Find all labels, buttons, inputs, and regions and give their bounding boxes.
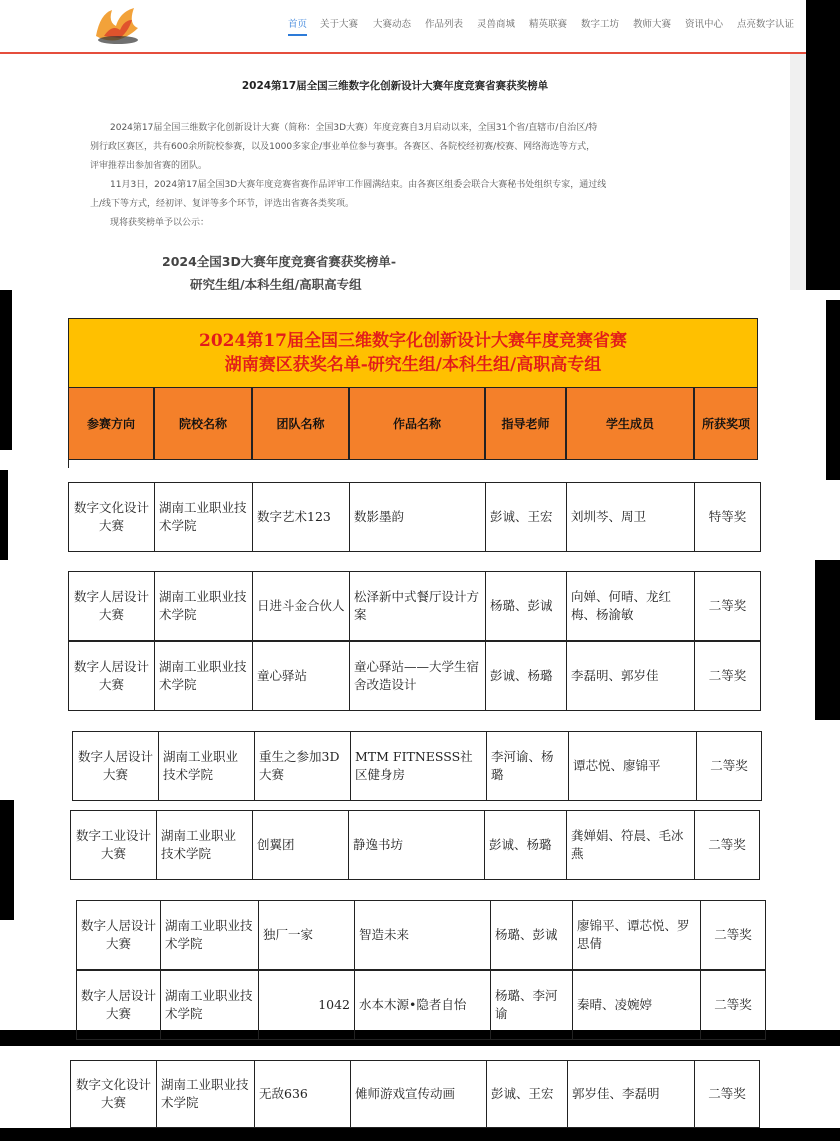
cell-advisor: 彭诚、王宏 xyxy=(485,482,566,552)
paragraph-2-line-2: 上/线下等方式，经初评、复评等多个环节，评选出省赛各类奖项。 xyxy=(90,199,355,209)
cell-students: 郭岁佳、李磊明 xyxy=(567,1060,694,1128)
cell-award: 特等奖 xyxy=(694,482,761,552)
cell-direction: 数字人居设计大赛 xyxy=(72,731,158,801)
splice-gap xyxy=(0,800,14,920)
page-gutter xyxy=(806,0,840,290)
nav-home[interactable]: 首页 xyxy=(288,16,307,36)
cell-students: 龚婵娟、符晨、毛冰燕 xyxy=(566,810,694,880)
cell-advisor: 彭诚、杨璐 xyxy=(484,810,566,880)
cell-team: 日进斗金合伙人 xyxy=(252,571,349,641)
table-row xyxy=(76,970,766,1040)
paragraph-1-line-2: 别行政区赛区，共有600余所院校参赛，以及1000多家企/事业单位参与赛事。各赛区、各院校经初赛/校赛、网络海选等方式， xyxy=(90,142,596,152)
cell-work: 水本木源•隐者自怡 xyxy=(354,970,490,1040)
cell-award: 二等奖 xyxy=(694,810,760,880)
cell-school: 湖南工业职业技术学院 xyxy=(160,970,258,1040)
table-title-line-1: 2024第17届全国三维数字化创新设计大赛年度竞赛省赛 xyxy=(199,331,627,351)
nav-cert[interactable]: 点亮数字认证 xyxy=(737,19,795,30)
cell-work: 童心驿站——大学生宿舍改造设计 xyxy=(349,641,485,711)
cell-students: 李磊明、郭岁佳 xyxy=(566,641,694,711)
table-row xyxy=(70,1060,760,1128)
cell-award: 二等奖 xyxy=(700,970,766,1040)
subheading-2: 研究生组/本科生组/高职高专组 xyxy=(190,277,362,290)
cell-team: 无敌636 xyxy=(254,1060,350,1128)
table-row xyxy=(68,641,761,711)
paragraph-1-line-3: 评审推荐出参加省赛的团队。 xyxy=(90,161,208,171)
nav-teacher[interactable]: 教师大赛 xyxy=(633,19,672,30)
cell-advisor: 杨璐、李河谕 xyxy=(490,970,572,1040)
table-row xyxy=(70,810,760,880)
cell-award: 二等奖 xyxy=(694,1060,760,1128)
cell-team: 数字艺术123 xyxy=(252,482,349,552)
cell-direction: 数字文化设计大赛 xyxy=(68,482,154,552)
cell-students: 谭芯悦、廖锦平 xyxy=(568,731,696,801)
cell-work: 智造未来 xyxy=(354,900,490,970)
cell-students: 刘圳芩、周卫 xyxy=(566,482,694,552)
cell-team: 1042 xyxy=(258,970,354,1040)
header-advisor: 指导老师 xyxy=(485,388,566,460)
cell-advisor: 彭诚、杨璐 xyxy=(485,641,566,711)
cell-advisor: 李河谕、杨璐 xyxy=(486,731,568,801)
cell-school: 湖南工业职业技术学院 xyxy=(156,1060,254,1128)
header-students: 学生成员 xyxy=(566,388,694,460)
paragraph-2-line-1: 11月3日，2024第17届全国3D大赛年度竞赛省赛作品评审工作圆满结束。由各赛区组委会联合大赛秘书处组织专家，通过线 xyxy=(110,180,607,190)
cell-school: 湖南工业职业技术学院 xyxy=(154,482,252,552)
cell-direction: 数字工业设计大赛 xyxy=(70,810,156,880)
table-row xyxy=(72,731,762,801)
table-row xyxy=(76,900,766,970)
splice-gap xyxy=(815,560,840,720)
splice-gap xyxy=(0,290,12,450)
cell-award: 二等奖 xyxy=(700,900,766,970)
cell-school: 湖南工业职业技术学院 xyxy=(156,810,252,880)
cell-team: 创翼团 xyxy=(252,810,348,880)
grid-stub xyxy=(68,460,69,468)
nav-shop[interactable]: 灵兽商城 xyxy=(477,19,516,30)
subheading-1: 2024全国3D大赛年度竞赛省赛获奖榜单- xyxy=(162,254,397,269)
cell-work: 松泽新中式餐厅设计方案 xyxy=(349,571,485,641)
cell-school: 湖南工业职业技术学院 xyxy=(160,900,258,970)
header-school: 院校名称 xyxy=(154,388,252,460)
header-direction: 参赛方向 xyxy=(68,388,154,460)
cell-direction: 数字人居设计大赛 xyxy=(68,571,154,641)
cell-work: 数影墨韵 xyxy=(349,482,485,552)
cell-work: 静逸书坊 xyxy=(348,810,484,880)
cell-advisor: 杨璐、彭诚 xyxy=(490,900,572,970)
cell-direction: 数字人居设计大赛 xyxy=(68,641,154,711)
cell-team: 重生之参加3D大赛 xyxy=(254,731,350,801)
article-title: 2024第17届全国三维数字化创新设计大赛年度竞赛省赛获奖榜单 xyxy=(241,80,549,92)
cell-students: 廖锦平、谭芯悦、罗思倩 xyxy=(572,900,700,970)
table-row xyxy=(68,482,761,552)
header-award: 所获奖项 xyxy=(694,388,758,460)
cell-advisor: 杨璐、彭诚 xyxy=(485,571,566,641)
cell-team: 独厂一家 xyxy=(258,900,354,970)
cell-work: 傩师游戏宣传动画 xyxy=(350,1060,486,1128)
nav-about[interactable]: 关于大赛 xyxy=(320,19,359,30)
cell-students: 向婵、何晴、龙红梅、杨渝敏 xyxy=(566,571,694,641)
table-title-line-2: 湖南赛区获奖名单-研究生组/本科生组/高职高专组 xyxy=(224,355,602,375)
article xyxy=(0,54,790,290)
cell-award: 二等奖 xyxy=(696,731,762,801)
cell-school: 湖南工业职业技术学院 xyxy=(154,641,252,711)
cell-award: 二等奖 xyxy=(694,641,761,711)
cell-school: 湖南工业职业技术学院 xyxy=(154,571,252,641)
nav-news[interactable]: 大赛动态 xyxy=(373,19,412,30)
cell-direction: 数字文化设计大赛 xyxy=(70,1060,156,1128)
header-team: 团队名称 xyxy=(252,388,349,460)
splice-gap xyxy=(0,470,8,560)
table-title xyxy=(68,318,758,388)
paragraph-3: 现将获奖榜单予以公示： xyxy=(110,218,210,228)
table-row xyxy=(68,571,761,641)
web-page xyxy=(0,0,806,290)
cell-advisor: 彭诚、王宏 xyxy=(486,1060,567,1128)
site-logo[interactable] xyxy=(90,6,146,46)
cell-team: 童心驿站 xyxy=(252,641,349,711)
cell-award: 二等奖 xyxy=(694,571,761,641)
cell-direction: 数字人居设计大赛 xyxy=(76,970,160,1040)
nav-workshop[interactable]: 数字工坊 xyxy=(581,19,620,30)
cell-school: 湖南工业职业技术学院 xyxy=(158,731,254,801)
nav-league[interactable]: 精英联赛 xyxy=(529,19,568,30)
splice-gap xyxy=(826,300,840,480)
splice-gap xyxy=(0,1128,840,1141)
top-navbar xyxy=(0,0,806,54)
header-work: 作品名称 xyxy=(349,388,485,460)
cell-students: 秦晴、凌婉婷 xyxy=(572,970,700,1040)
cell-work: MTM FITNESSS社区健身房 xyxy=(350,731,486,801)
paragraph-1-line-1: 2024第17届全国三维数字化创新设计大赛（简称：全国3D大赛）年度竞赛自3月启动以来，全国31个省/直辖市/自治区/特 xyxy=(110,123,598,133)
nav-info[interactable]: 资讯中心 xyxy=(685,19,724,30)
cell-direction: 数字人居设计大赛 xyxy=(76,900,160,970)
nav-works[interactable]: 作品列表 xyxy=(425,19,464,30)
